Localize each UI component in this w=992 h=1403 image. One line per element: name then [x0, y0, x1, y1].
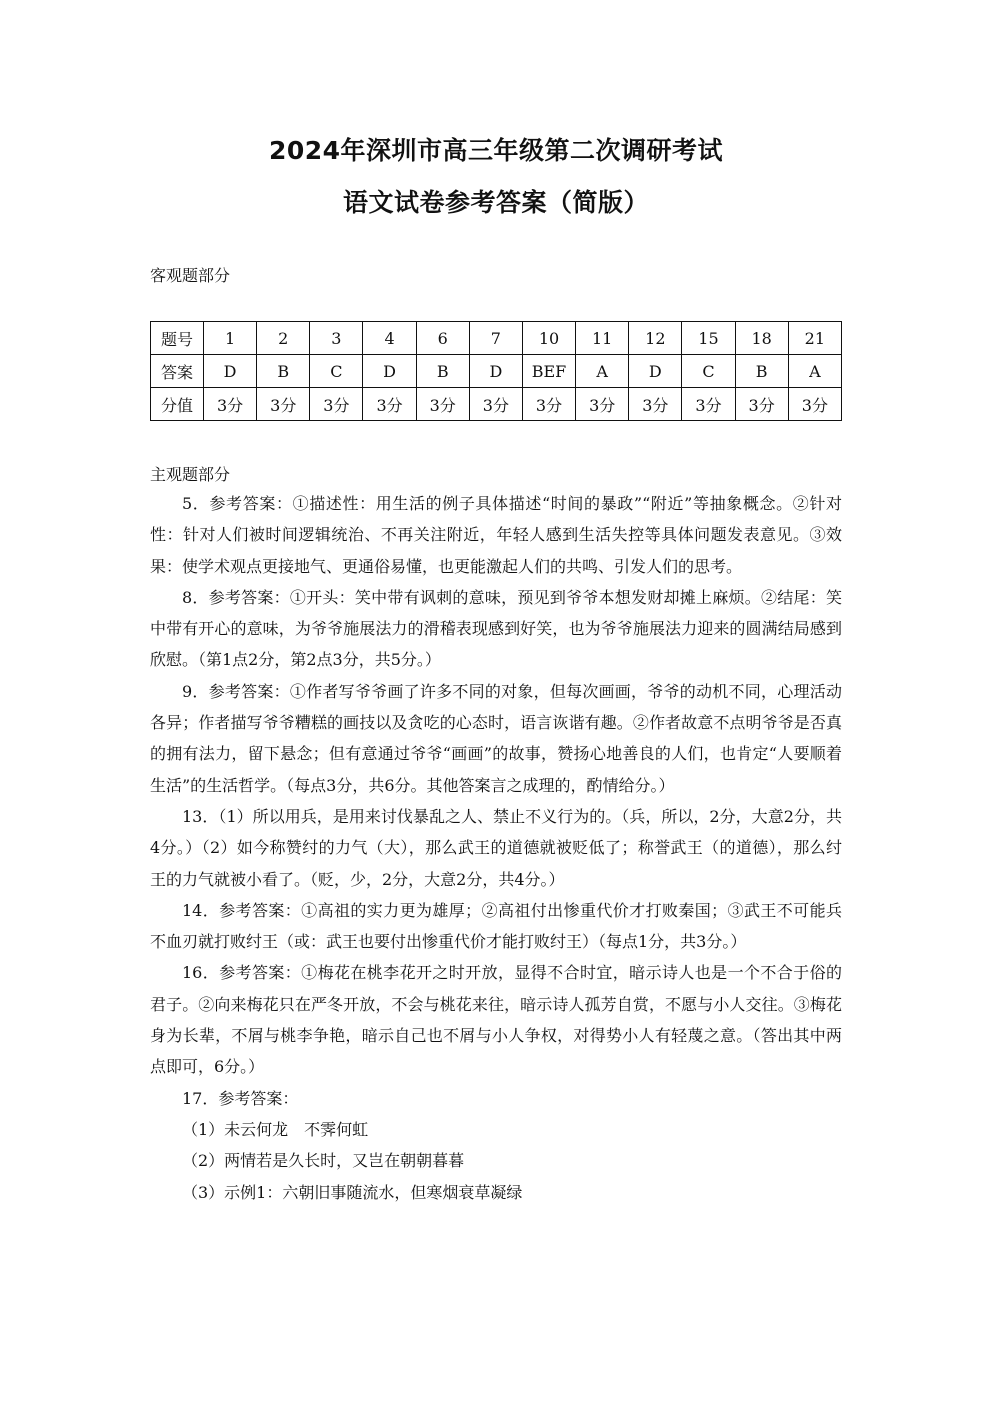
question-number-cell: 12: [629, 322, 682, 355]
question-number-cell: 7: [469, 322, 522, 355]
score-cell: 3分: [576, 388, 629, 421]
objective-answer-table: [150, 321, 842, 421]
question-number-cell: 4: [363, 322, 416, 355]
answer-cell: A: [788, 355, 841, 388]
question-number-cell: 2: [257, 322, 310, 355]
answer-item-q17-3: （3）示例1：六朝旧事随流水，但寒烟衰草凝绿: [182, 1182, 523, 1202]
question-number-cell: 10: [522, 322, 575, 355]
score-cell: 3分: [363, 388, 416, 421]
answer-paragraph-q17: 17．参考答案：: [182, 1088, 299, 1108]
page-title: 2024年深圳市高三年级第二次调研考试: [268, 136, 724, 165]
question-number-cell: 3: [310, 322, 363, 355]
answer-cell: B: [257, 355, 310, 388]
answer-cell: B: [416, 355, 469, 388]
subjective-section-label: 主观题部分: [150, 465, 231, 484]
page-subtitle: 语文试卷参考答案（简版）: [342, 188, 649, 217]
score-cell: 3分: [310, 388, 363, 421]
objective-section-label: 客观题部分: [150, 266, 231, 285]
answer-paragraph-q9: 9．参考答案：①作者写爷爷画了许多不同的对象，但每次画画，爷爷的动机不同，心理活动各异；作者描写爷爷糟糕的画技以及贪吃的心态时，语言诙谐有趣。②作者故意不点明爷爷是否真的拥有法力，留下悬念；但有意通过爷爷“画画”的故事，赞扬心地善良的人们，也肯定“人要顺着生活”的生活哲学。（每点3分，共6分。其他答案言之成理的，酌情给分。）: [150, 681, 842, 795]
score-cell: 3分: [257, 388, 310, 421]
answer-paragraph-q13: 13．（1）所以用兵，是用来讨伐暴乱之人、禁止不义行为的。（兵，所以，2分，大意2分，共4分。）（2）如今称赞纣的力气（大），那么武王的道德就被贬低了；称誉武王（的道德），那么纣王的力气就被小看了。（贬，少，2分，大意2分，共4分。）: [150, 806, 842, 889]
question-number-cell: 11: [576, 322, 629, 355]
answer-cell: D: [204, 355, 257, 388]
question-number-row: [151, 322, 842, 355]
question-number-cell: 6: [416, 322, 469, 355]
score-cell: 3分: [416, 388, 469, 421]
score-cell: 3分: [204, 388, 257, 421]
question-number-cell: 21: [788, 322, 841, 355]
answer-cell: C: [310, 355, 363, 388]
score-cell: 3分: [682, 388, 735, 421]
score-cell: 3分: [522, 388, 575, 421]
row-label-question: 题号: [151, 322, 204, 355]
row-label-answer: 答案: [151, 355, 204, 388]
answer-cell: D: [469, 355, 522, 388]
answer-paragraph-q8: 8．参考答案：①开头：笑中带有讽刺的意味，预见到爷爷本想发财却摊上麻烦。②结尾：笑中带有开心的意味，为爷爷施展法力的滑稽表现感到好笑，也为爷爷施展法力迎来的圆满结局感到欣慰。（第1点2分，第2点3分，共5分。）: [150, 587, 842, 670]
question-number-cell: 15: [682, 322, 735, 355]
score-row: [151, 388, 842, 421]
score-cell: 3分: [735, 388, 788, 421]
answer-cell: BEF: [522, 355, 575, 388]
score-cell: 3分: [629, 388, 682, 421]
subjective-answers: [150, 488, 842, 1208]
question-number-cell: 1: [204, 322, 257, 355]
score-cell: 3分: [788, 388, 841, 421]
answer-cell: C: [682, 355, 735, 388]
answer-paragraph-q16: 16．参考答案：①梅花在桃李花开之时开放，显得不合时宜，暗示诗人也是一个不合于俗的君子。②向来梅花只在严冬开放，不会与桃花来往，暗示诗人孤芳自赏，不愿与小人交往。③梅花身为长辈，不屑与桃李争艳，暗示自己也不屑与小人争权，对得势小人有轻蔑之意。（答出其中两点即可，6分。）: [150, 963, 842, 1077]
answer-cell: A: [576, 355, 629, 388]
score-cell: 3分: [469, 388, 522, 421]
answer-row: [151, 355, 842, 388]
answer-paragraph-q14: 14．参考答案：①高祖的实力更为雄厚；②高祖付出惨重代价才打败秦国；③武王不可能兵不血刃就打败纣王（或：武王也要付出惨重代价才能打败纣王）（每点1分，共3分。）: [150, 900, 842, 952]
answer-paragraph-q5: 5．参考答案：①描述性：用生活的例子具体描述“时间的暴政”“附近”等抽象概念。②针对性：针对人们被时间逻辑统治、不再关注附近，年轻人感到生活失控等具体问题发表意见。③效果：使学术观点更接地气、更通俗易懂，也更能激起人们的共鸣、引发人们的思考。: [150, 494, 842, 576]
row-label-score: 分值: [151, 388, 204, 421]
answer-item-q17-2: （2）两情若是久长时，又岂在朝朝暮暮: [182, 1151, 465, 1171]
answer-cell: D: [629, 355, 682, 388]
answer-cell: B: [735, 355, 788, 388]
answer-cell: D: [363, 355, 416, 388]
answer-item-q17-1: （1）未云何龙 不霁何虹: [182, 1119, 369, 1139]
question-number-cell: 18: [735, 322, 788, 355]
